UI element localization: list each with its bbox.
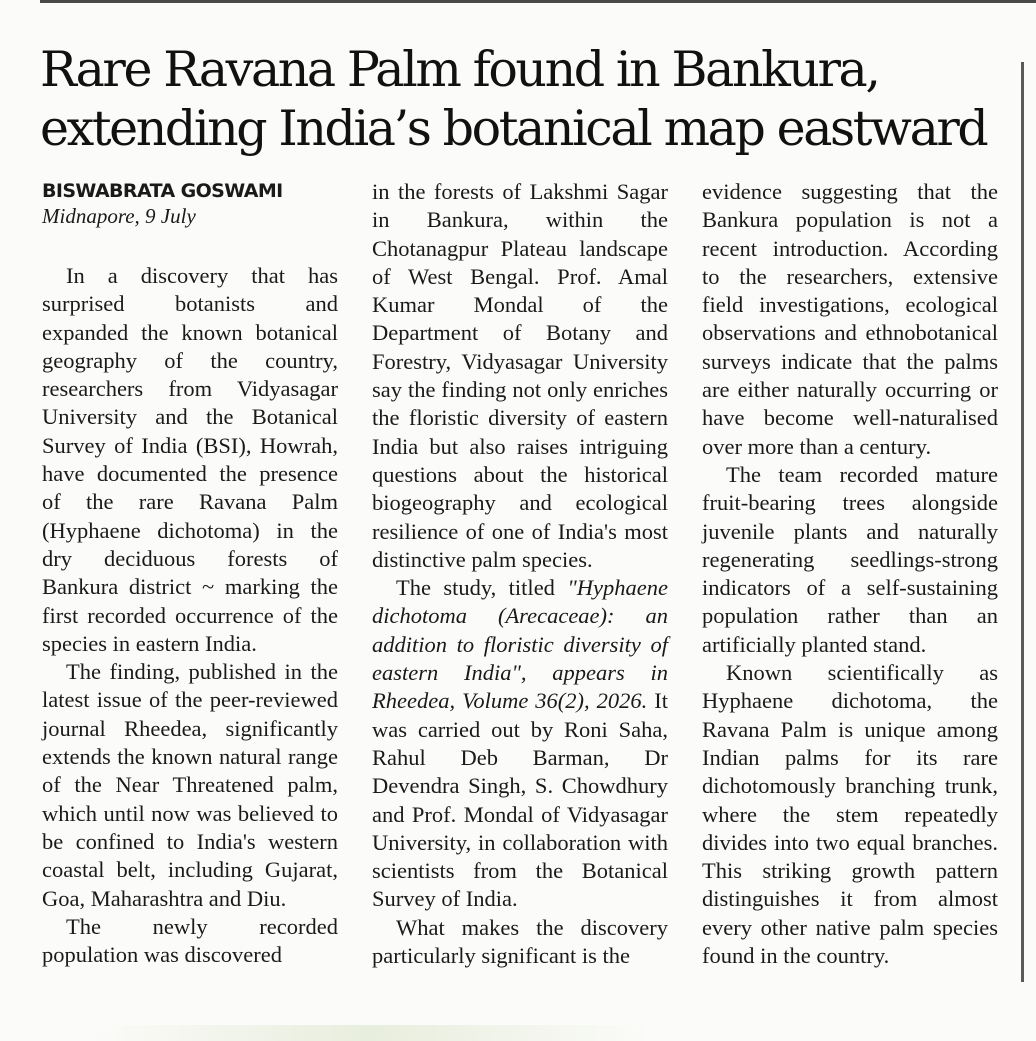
column-2 bbox=[372, 178, 668, 970]
top-rule bbox=[40, 0, 1036, 3]
paragraph: evidence suggesting that the Bankura population is not a recent introduction. According to the researchers, extensive field investigations, ecological observations and ethnobotanical surveys indicate that the palms are either naturally occurring or have become well-naturalised over more than a century. bbox=[702, 179, 998, 459]
paragraph: The finding, published in the latest issue of the peer-reviewed journal Rheedea, significantly extends the known natural range of the Near Threatened palm, which until now was believed to be confined to India's western coastal belt, including Gujarat, Goa, Maharashtra and Diu. bbox=[42, 659, 338, 911]
paragraph: The team recorded mature fruit-bearing trees alongside juvenile plants and naturally regenerating seedlings-strong indicators of a self-sustaining population rather than an artificially planted stand. bbox=[702, 461, 998, 657]
right-rule bbox=[1021, 62, 1024, 982]
study-authors: It was carried out by Roni Saha, Rahul Deb Barman, Dr Devendra Singh, S. Chowdhury and Prof. Mondal of Vidyasagar University, in collaboration with scientists from the Botanical Survey of India. bbox=[372, 688, 668, 912]
column-1 bbox=[42, 178, 338, 969]
dateline: Midnapore, 9 July bbox=[42, 204, 196, 228]
paragraph bbox=[372, 574, 668, 914]
byline: BISWABRATA GOSWAMI bbox=[42, 180, 283, 202]
paragraph: in the forests of Lakshmi Sagar in Bankura, within the Chotanagpur Plateau landscape of West Bengal. Prof. Amal Kumar Mondal of the Department of Botany and Forestry, Vidyasagar University say the finding not only enriches the floristic diversity of eastern India but also raises intriguing questions about the historical biogeography and ecological resilience of one of India's most distinctive palm species. bbox=[372, 179, 668, 572]
page-edge-shadow bbox=[90, 1025, 650, 1041]
study-lead: The study, titled bbox=[396, 575, 568, 601]
column-3 bbox=[702, 178, 998, 970]
paragraph: In a discovery that has surprised botanists and expanded the known botanical geography of the country, researchers from Vidyasagar University and the Botanical Survey of India (BSI), Howrah, have documented the presence of the rare Ravana Palm (Hyphaene dichotoma) in the dry deciduous forests of Bankura district ~ marking the first recorded occurrence of the species in eastern India. bbox=[42, 263, 338, 656]
study-citation: "Hyphaene dichotoma (Arecaceae): an addition to floristic diversity of eastern India", appears in Rheedea, Volume 36(2), 2026. bbox=[372, 575, 668, 714]
paragraph: What makes the discovery particularly significant is the bbox=[372, 914, 668, 969]
paragraph: Known scientifically as Hyphaene dichotoma, the Ravana Palm is unique among Indian palms for its rare dichotomously branching trunk, where the stem repeatedly divides into two equal branches. This striking growth pattern distinguishes it from almost every other native palm species found in the country. bbox=[702, 660, 998, 969]
headline: Rare Ravana Palm found in Bankura, extending India’s botanical map eastward bbox=[40, 41, 987, 157]
paragraph: The newly recorded population was discovered bbox=[42, 913, 338, 968]
